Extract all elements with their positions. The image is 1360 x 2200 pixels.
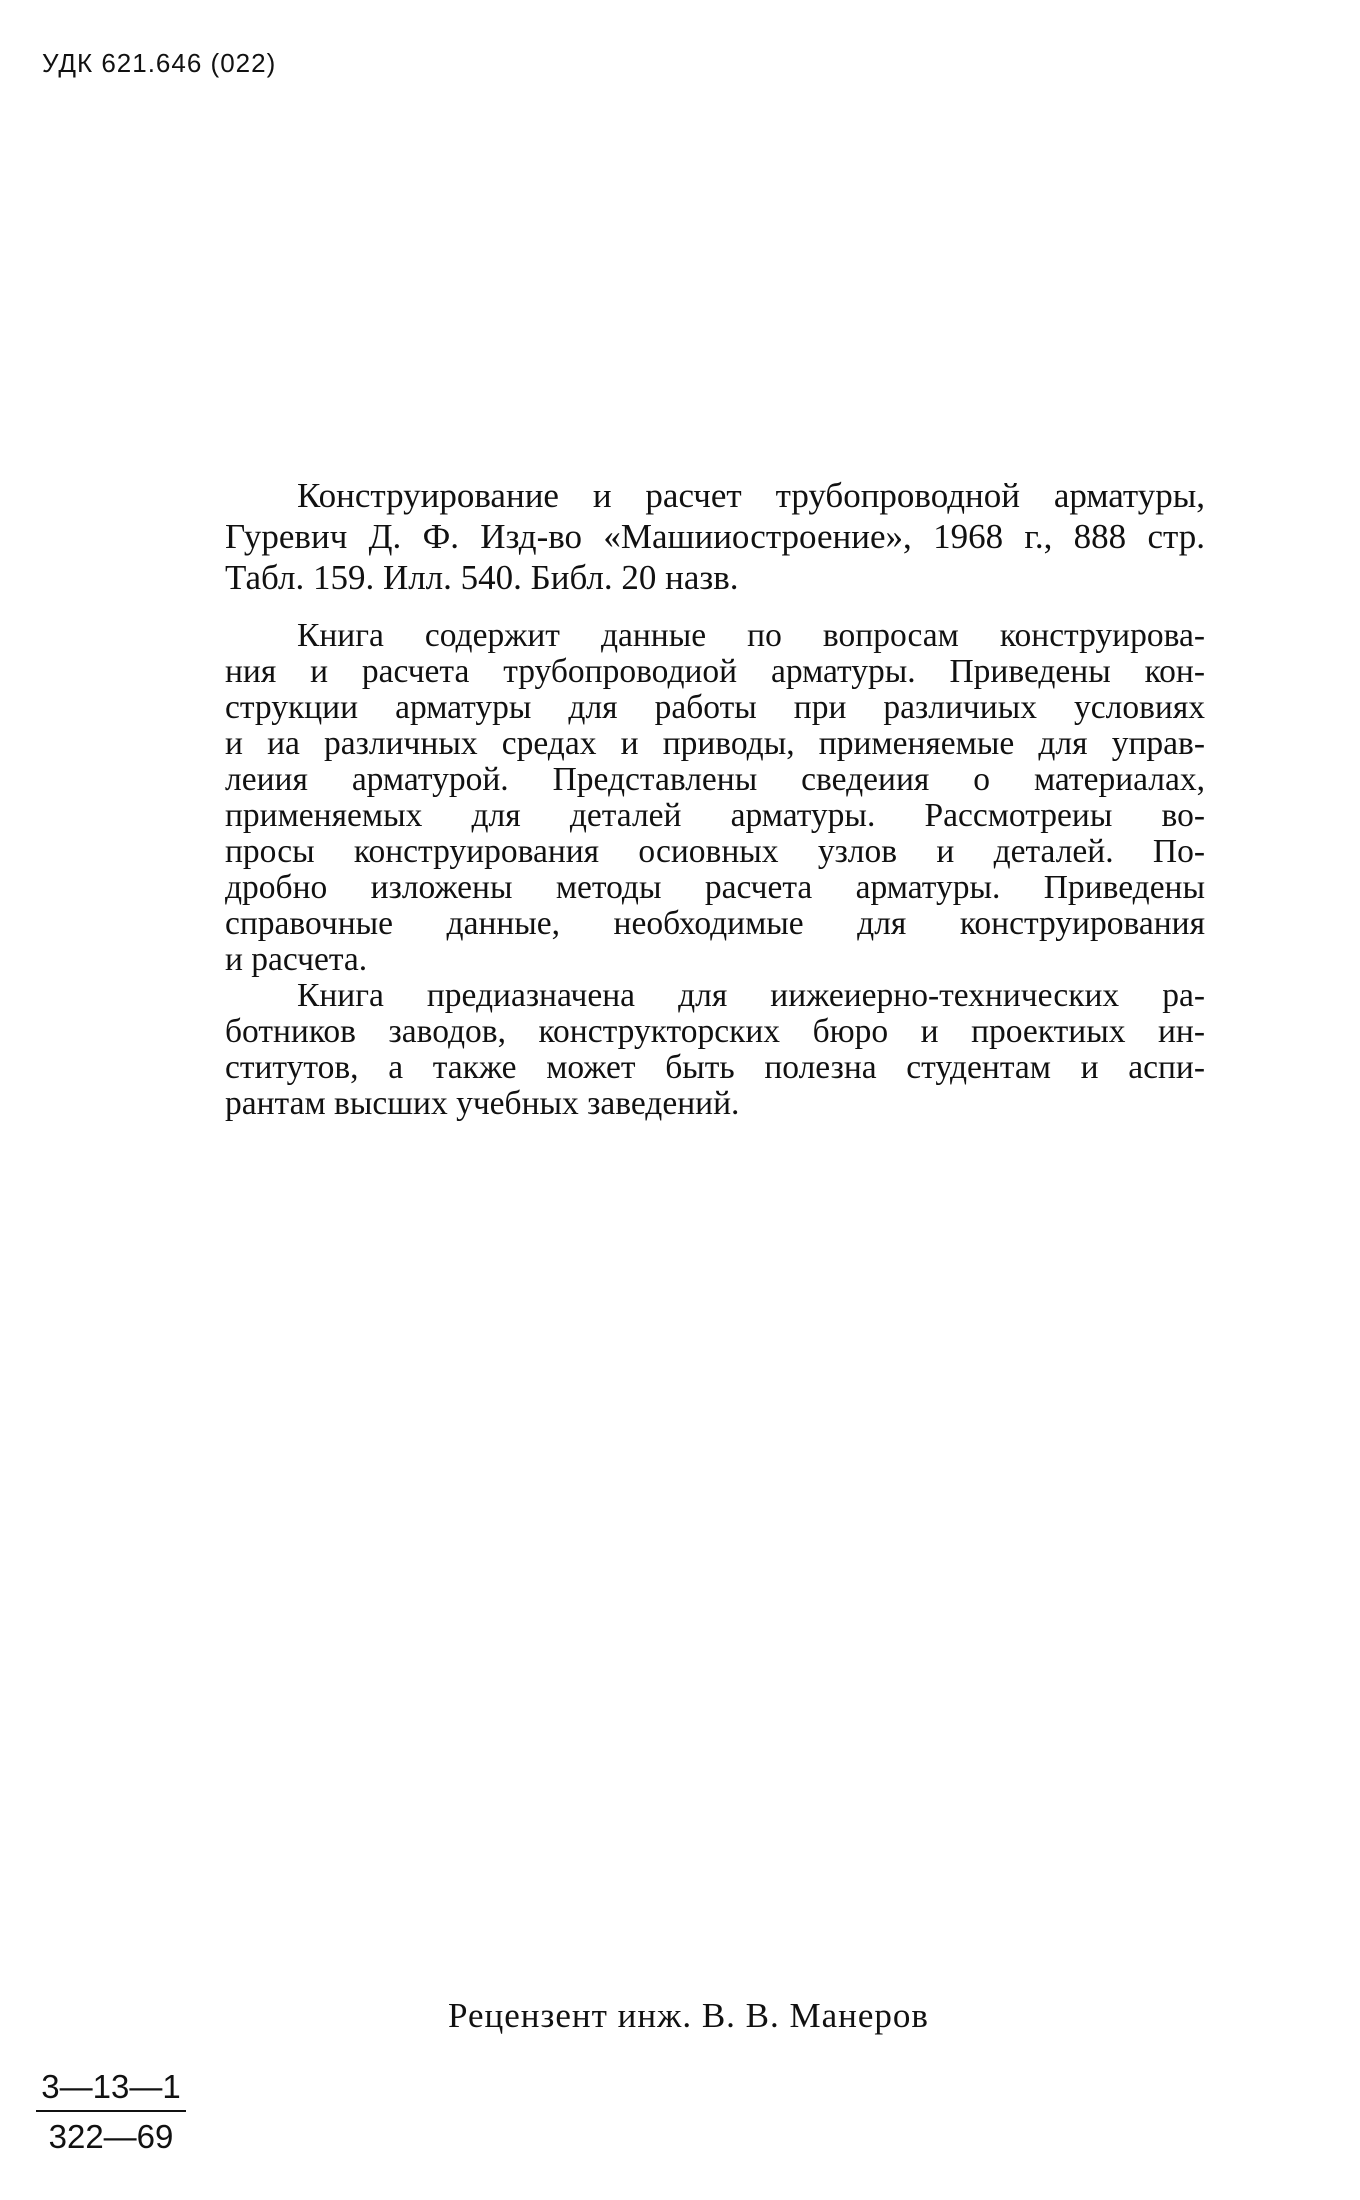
abstract-line: струкции арматуры для работы при различиых условиях [225,689,1205,726]
abstract-paragraph-1 [225,618,1205,978]
abstract-paragraph-2 [225,978,1205,1122]
index-denominator: 322—69 [48,2118,174,2155]
abstract-line: леиия арматурой. Представлены сведеиия о материалах, [225,761,1205,798]
index-numerator: 3—13—1 [36,2068,186,2112]
bibliography-line: Гуревич Д. Ф. Изд-во «Машииостроение», 1968 г., 888 стр. [225,517,1205,556]
bibliography-line: Конструирование и расчет трубопроводной арматуры, [297,476,1205,515]
abstract-line: Книга предиазначена для иижеиерно-технических ра- [297,977,1205,1014]
abstract-line: просы конструирования осиовных узлов и деталей. По- [225,833,1205,870]
abstract-line: Книга содержит данные по вопросам конструирова- [297,617,1205,654]
udk-code: УДК 621.646 (022) [42,48,277,78]
abstract-line: справочные данные, необходимые для конструирования [225,905,1205,942]
publication-index-code [36,2068,186,2156]
abstract-line: рантам высших учебных заведений. [225,1085,740,1122]
abstract-line: и иа различных средах и приводы, применяемые для управ- [225,725,1205,762]
abstract-line: ботников заводов, конструкторских бюро и проектиых ин- [225,1013,1205,1050]
reviewer-credit: Рецензент инж. В. В. Манеров [448,1996,929,2035]
abstract [225,618,1205,1122]
bibliography-line: Табл. 159. Илл. 540. Библ. 20 назв. [225,558,739,597]
abstract-line: ния и расчета трубопроводиой арматуры. Приведены кон- [225,653,1205,690]
abstract-line: и расчета. [225,941,368,978]
abstract-line: дробно изложены методы расчета арматуры. Приведены [225,869,1205,906]
bibliographic-description [225,475,1205,598]
abstract-line: ститутов, а также может быть полезна студентам и аспи- [225,1049,1205,1086]
abstract-line: применяемых для деталей арматуры. Рассмотреиы во- [225,797,1205,834]
